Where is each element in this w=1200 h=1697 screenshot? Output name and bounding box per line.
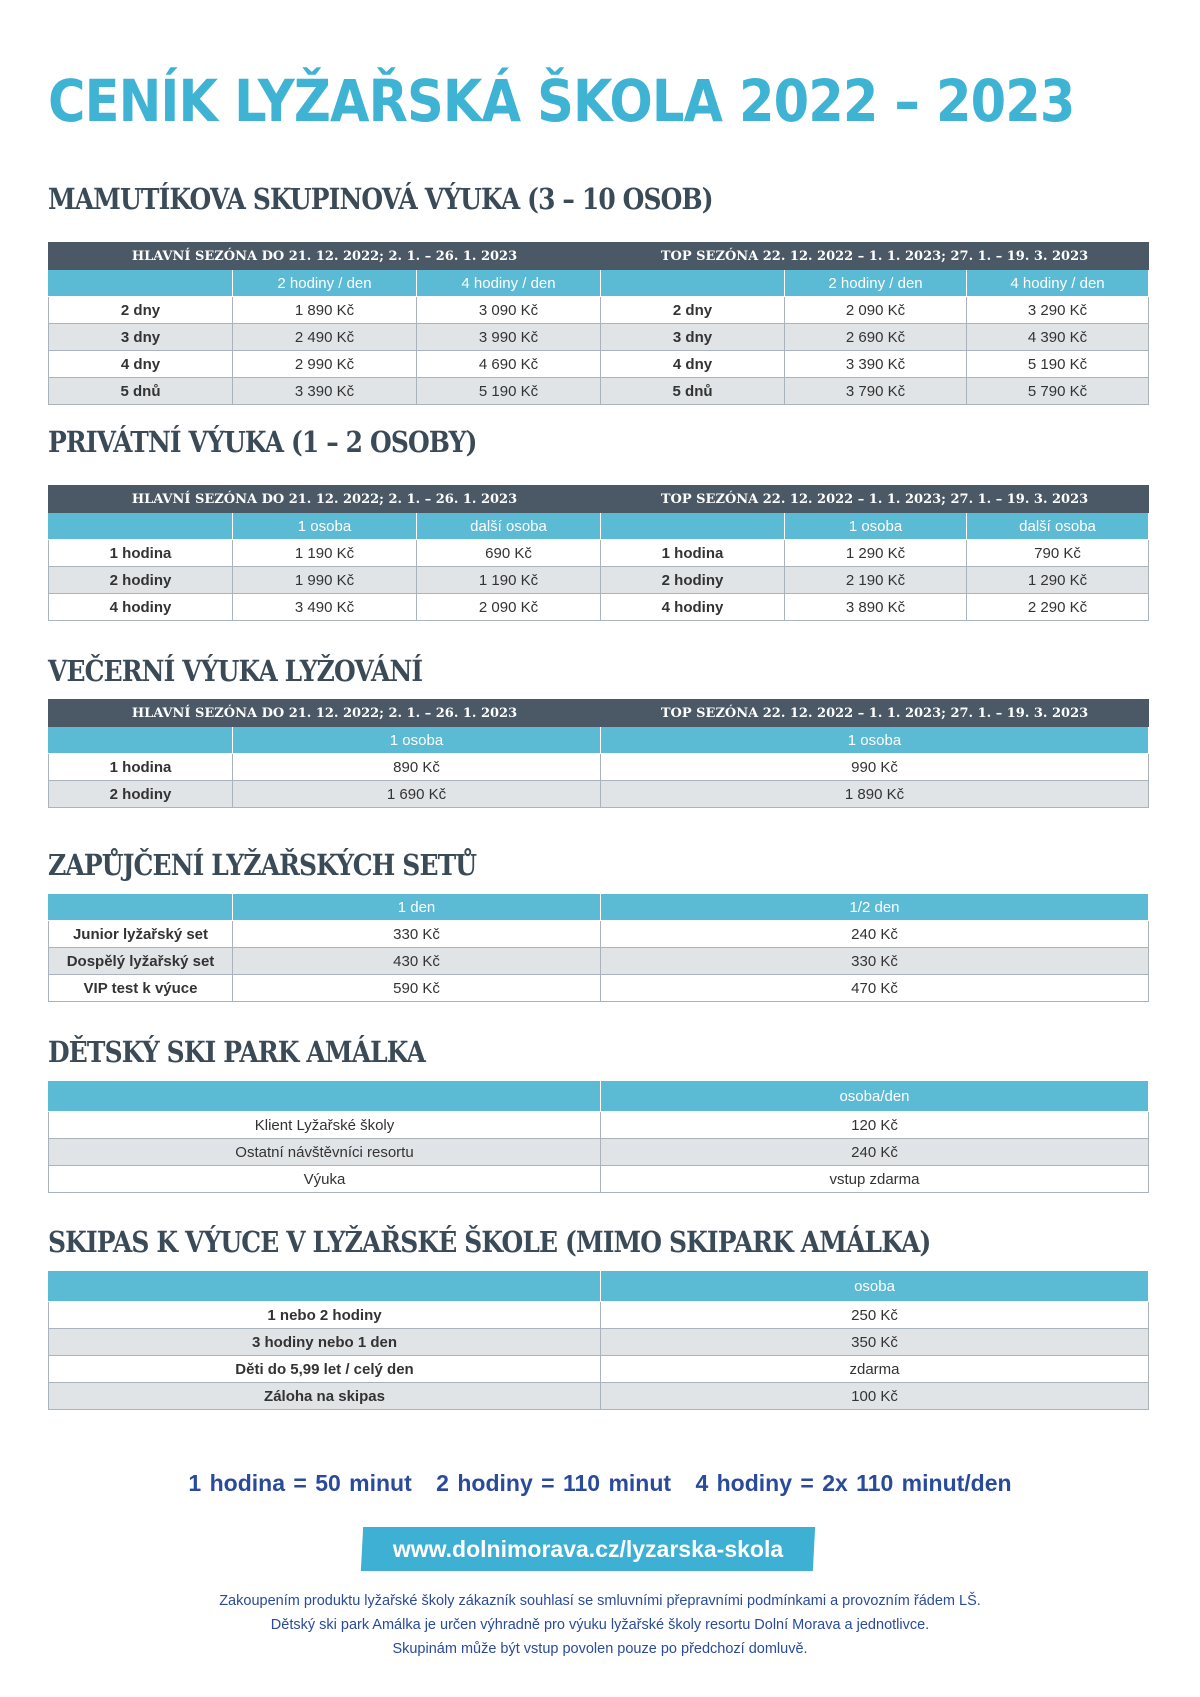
col-header: 1/2 den [601, 894, 1149, 921]
price-cell: 3 490 Kč [233, 594, 417, 621]
row-label: Děti do 5,99 let / celý den [49, 1356, 601, 1383]
row-label: Výuka [49, 1166, 601, 1193]
table-row [49, 1166, 1149, 1193]
row-label: 1 hodina [49, 754, 233, 781]
row-label: Klient Lyžařské školy [49, 1112, 601, 1139]
row-label: Záloha na skipas [49, 1383, 601, 1410]
table-row [49, 1329, 1149, 1356]
price-cell: 330 Kč [233, 921, 601, 948]
season-header-row [49, 486, 1149, 513]
price-cell: 100 Kč [601, 1383, 1149, 1410]
evening-lessons-table [48, 699, 1149, 808]
price-cell: 430 Kč [233, 948, 601, 975]
price-cell: 470 Kč [601, 975, 1149, 1002]
col-header: osoba [601, 1271, 1149, 1302]
row-label: 5 dnů [49, 378, 233, 405]
col-header: 1 den [233, 894, 601, 921]
row-label: Junior lyžařský set [49, 921, 233, 948]
private-lessons-table [48, 485, 1149, 621]
evening-lessons-title: VEČERNÍ VÝUKA LYŽOVÁNÍ [48, 654, 423, 688]
row-label: 4 dny [49, 351, 233, 378]
table-row [49, 781, 1149, 808]
price-cell: 120 Kč [601, 1112, 1149, 1139]
col-header: 1 osoba [233, 727, 601, 754]
col-header: 4 hodiny / den [417, 270, 601, 297]
table-row [49, 948, 1149, 975]
row-label: 2 dny [49, 297, 233, 324]
table-row [49, 1302, 1149, 1329]
row-label: Dospělý lyžařský set [49, 948, 233, 975]
price-cell: 2 090 Kč [417, 594, 601, 621]
table-row [49, 975, 1149, 1002]
rental-title: ZAPŮJČENÍ LYŽAŘSKÝCH SETŮ [48, 848, 477, 882]
column-header-row [49, 1081, 1149, 1112]
column-header-row [49, 1271, 1149, 1302]
price-cell: 1 290 Kč [785, 540, 967, 567]
price-cell: 240 Kč [601, 1139, 1149, 1166]
column-header-row [49, 727, 1149, 754]
table-row [49, 594, 1149, 621]
page-title: CENÍK LYŽAŘSKÁ ŠKOLA 2022 – 2023 [48, 67, 1075, 135]
price-cell: 5 190 Kč [967, 351, 1149, 378]
price-cell: 790 Kč [967, 540, 1149, 567]
price-cell: 2 190 Kč [785, 567, 967, 594]
season-header-row [49, 243, 1149, 270]
group-lessons-table [48, 242, 1149, 405]
table-row [49, 1139, 1149, 1166]
price-cell: 690 Kč [417, 540, 601, 567]
table-row [49, 1356, 1149, 1383]
price-cell: 250 Kč [601, 1302, 1149, 1329]
duration-note: 1 hodina = 50 minut [188, 1470, 412, 1496]
table-row [49, 1383, 1149, 1410]
price-cell: 990 Kč [601, 754, 1149, 781]
website-link[interactable]: www.dolnimorava.cz/lyzarska-skola [392, 1536, 784, 1562]
price-cell: 2 690 Kč [785, 324, 967, 351]
empty-header-cell [49, 513, 233, 540]
row-label: 4 dny [601, 351, 785, 378]
price-cell: 240 Kč [601, 921, 1149, 948]
row-label: 3 dny [49, 324, 233, 351]
empty-header-cell [49, 1081, 601, 1112]
skipass-title: SKIPAS K VÝUCE V LYŽAŘSKÉ ŠKOLE (MIMO SKIPARK AMÁLKA) [48, 1225, 931, 1259]
price-cell: 1 290 Kč [967, 567, 1149, 594]
duration-note: 4 hodiny = 2x 110 minut/den [695, 1470, 1012, 1496]
row-label: 4 hodiny [49, 594, 233, 621]
duration-notes [0, 1470, 1200, 1497]
table-row [49, 754, 1149, 781]
main-season-label: HLAVNÍ SEZÓNA DO 21. 12. 2022; 2. 1. – 26. 1. 2023 [49, 700, 601, 727]
price-cell: 1 890 Kč [601, 781, 1149, 808]
empty-header-cell [49, 1271, 601, 1302]
top-season-label: TOP SEZÓNA 22. 12. 2022 – 1. 1. 2023; 27. 1. – 19. 3. 2023 [601, 700, 1149, 727]
table-row [49, 297, 1149, 324]
price-cell: 2 290 Kč [967, 594, 1149, 621]
row-label: 5 dnů [601, 378, 785, 405]
skipass-table [48, 1270, 1149, 1410]
table-row [49, 567, 1149, 594]
top-season-label: TOP SEZÓNA 22. 12. 2022 – 1. 1. 2023; 27. 1. – 19. 3. 2023 [601, 243, 1149, 270]
col-header: osoba/den [601, 1081, 1149, 1112]
row-label: 1 nebo 2 hodiny [49, 1302, 601, 1329]
col-header: 2 hodiny / den [233, 270, 417, 297]
empty-header-cell [601, 513, 785, 540]
price-cell: 1 890 Kč [233, 297, 417, 324]
price-cell: 2 490 Kč [233, 324, 417, 351]
table-row [49, 540, 1149, 567]
price-cell: 3 990 Kč [417, 324, 601, 351]
top-season-label: TOP SEZÓNA 22. 12. 2022 – 1. 1. 2023; 27. 1. – 19. 3. 2023 [601, 486, 1149, 513]
price-cell: 5 790 Kč [967, 378, 1149, 405]
table-row [49, 324, 1149, 351]
season-header-row [49, 700, 1149, 727]
price-cell: 4 390 Kč [967, 324, 1149, 351]
disclaimer-line: Zakoupením produktu lyžařské školy zákazník souhlasí se smluvními přepravními podmínkami a provozním řádem LŠ. [219, 1593, 981, 1609]
price-cell: 330 Kč [601, 948, 1149, 975]
price-cell: 3 790 Kč [785, 378, 967, 405]
price-cell: 1 190 Kč [417, 567, 601, 594]
row-label: 1 hodina [49, 540, 233, 567]
row-label: 2 dny [601, 297, 785, 324]
price-cell: 590 Kč [233, 975, 601, 1002]
price-cell: 3 390 Kč [785, 351, 967, 378]
row-label: 2 hodiny [49, 781, 233, 808]
empty-header-cell [601, 270, 785, 297]
row-label: 4 hodiny [601, 594, 785, 621]
price-cell: 890 Kč [233, 754, 601, 781]
price-cell: 3 890 Kč [785, 594, 967, 621]
col-header: 1 osoba [601, 727, 1149, 754]
price-cell: 4 690 Kč [417, 351, 601, 378]
row-label: 3 dny [601, 324, 785, 351]
disclaimer-line: Dětský ski park Amálka je určen výhradně pro výuku lyžařské školy resortu Dolní Morava a jednotlivce. [270, 1617, 930, 1633]
duration-note: 2 hodiny = 110 minut [436, 1470, 672, 1496]
main-season-label: HLAVNÍ SEZÓNA DO 21. 12. 2022; 2. 1. – 26. 1. 2023 [49, 243, 601, 270]
price-cell: 3 090 Kč [417, 297, 601, 324]
column-header-row [49, 513, 1149, 540]
row-label: 3 hodiny nebo 1 den [49, 1329, 601, 1356]
empty-header-cell [49, 727, 233, 754]
column-header-row [49, 894, 1149, 921]
column-header-row [49, 270, 1149, 297]
price-cell: 5 190 Kč [417, 378, 601, 405]
col-header: 4 hodiny / den [967, 270, 1149, 297]
col-header: 1 osoba [785, 513, 967, 540]
price-cell: 2 990 Kč [233, 351, 417, 378]
price-cell: 1 190 Kč [233, 540, 417, 567]
skipark-title: DĚTSKÝ SKI PARK AMÁLKA [48, 1035, 426, 1069]
table-row [49, 1112, 1149, 1139]
empty-header-cell [49, 270, 233, 297]
row-label: VIP test k výuce [49, 975, 233, 1002]
main-season-label: HLAVNÍ SEZÓNA DO 21. 12. 2022; 2. 1. – 26. 1. 2023 [49, 486, 601, 513]
disclaimer [0, 1589, 1200, 1661]
price-cell: 2 090 Kč [785, 297, 967, 324]
private-lessons-title: PRIVÁTNÍ VÝUKA (1 – 2 OSOBY) [48, 425, 477, 459]
col-header: další osoba [967, 513, 1149, 540]
price-cell: 1 990 Kč [233, 567, 417, 594]
table-row [49, 921, 1149, 948]
row-label: Ostatní návštěvníci resortu [49, 1139, 601, 1166]
price-cell: 3 290 Kč [967, 297, 1149, 324]
price-cell: 1 690 Kč [233, 781, 601, 808]
row-label: 2 hodiny [601, 567, 785, 594]
rental-table [48, 893, 1149, 1002]
group-lessons-title: MAMUTÍKOVA SKUPINOVÁ VÝUKA (3 – 10 OSOB) [48, 182, 713, 216]
empty-header-cell [49, 894, 233, 921]
skipark-table [48, 1080, 1149, 1193]
col-header: 2 hodiny / den [785, 270, 967, 297]
table-row [49, 351, 1149, 378]
row-label: 1 hodina [601, 540, 785, 567]
price-cell: zdarma [601, 1356, 1149, 1383]
row-label: 2 hodiny [49, 567, 233, 594]
col-header: 1 osoba [233, 513, 417, 540]
price-cell: vstup zdarma [601, 1166, 1149, 1193]
price-cell: 350 Kč [601, 1329, 1149, 1356]
disclaimer-line: Skupinám může být vstup povolen pouze po předchozí domluvě. [392, 1641, 808, 1657]
table-row [49, 378, 1149, 405]
price-cell: 3 390 Kč [233, 378, 417, 405]
col-header: další osoba [417, 513, 601, 540]
